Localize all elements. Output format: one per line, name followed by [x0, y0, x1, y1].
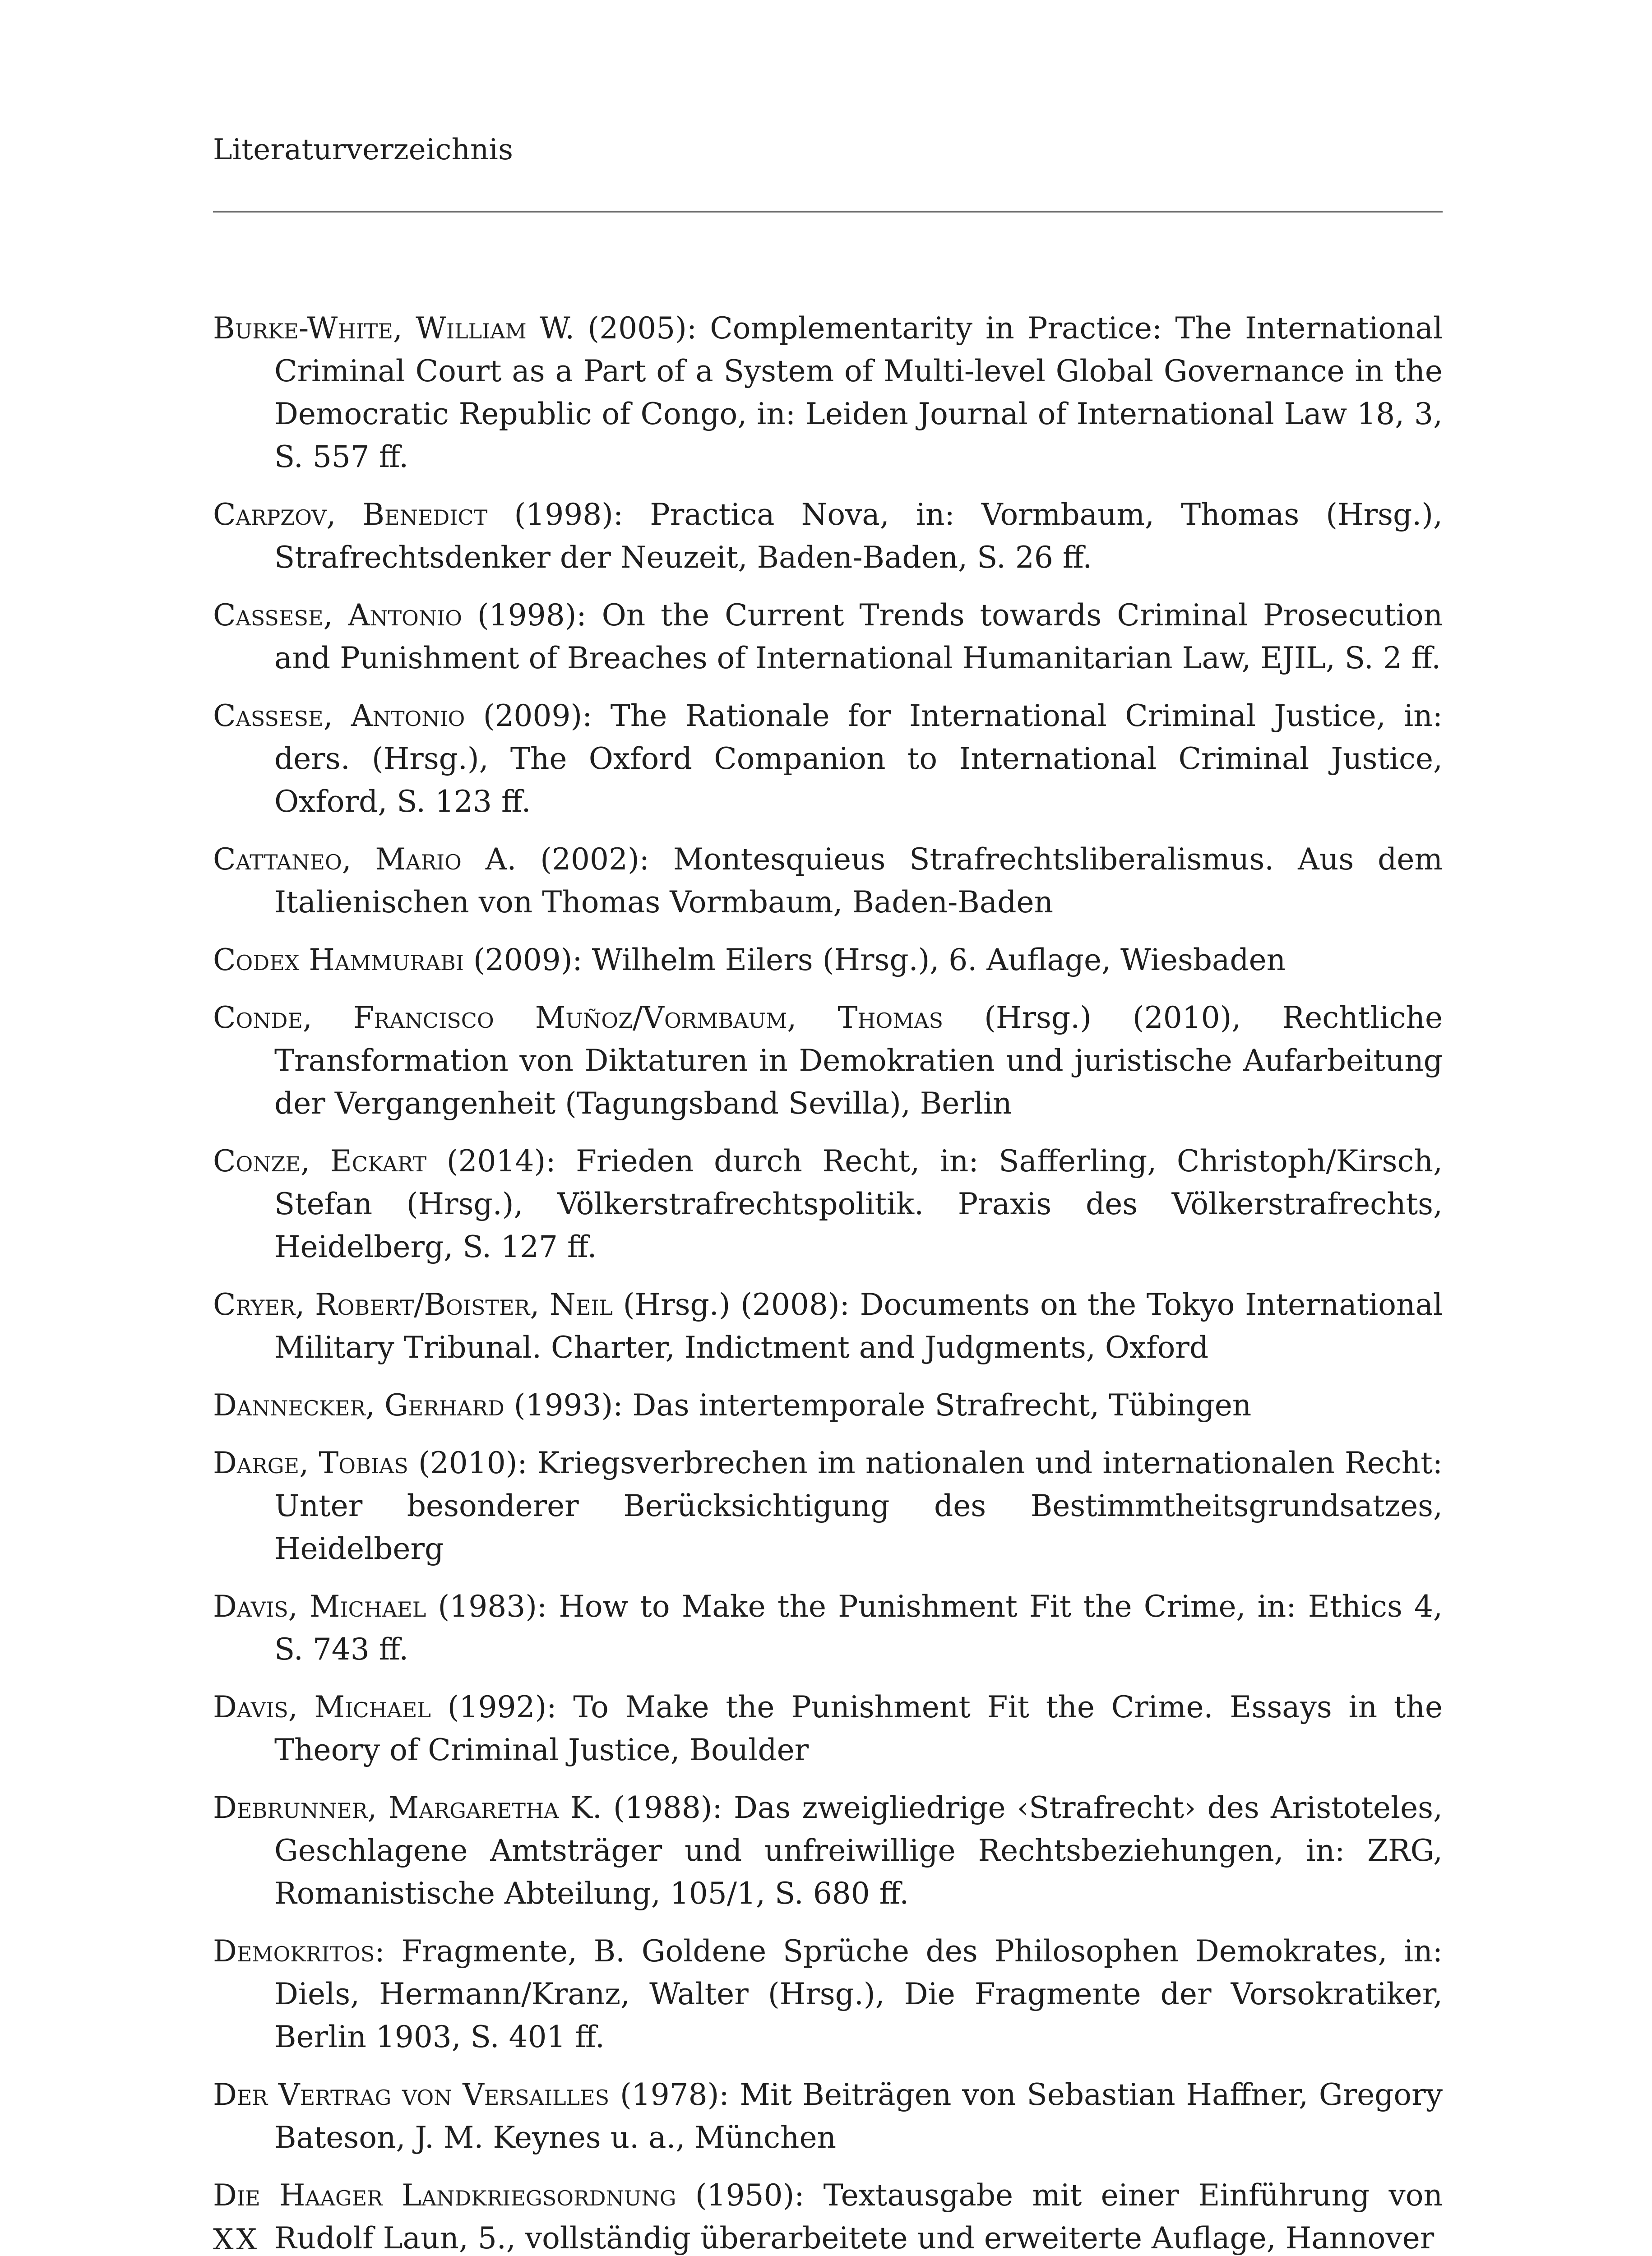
entry-author: Demokritos — [213, 1934, 375, 1969]
entry-text: (2010): Kriegsverbrechen im nationalen und internationalen Recht: Unter besonderer Berücksichtigung des Bestimmtheitsgrundsatzes, Heidelberg — [274, 1446, 1443, 1566]
entry-text: (1983): How to Make the Punishment Fit the Crime, in: Ethics 4, S. 743 ff. — [274, 1589, 1443, 1667]
entry-author: Debrunner, Margaretha K. — [213, 1790, 602, 1825]
page-number: XX — [213, 2223, 260, 2256]
entry-author: Conde, Francisco Muñoz/Vormbaum, Thomas — [213, 1000, 944, 1035]
bibliography-entry — [213, 1786, 1443, 1915]
entry-author: Davis, Michael — [213, 1690, 431, 1724]
entry-author: Dannecker, Gerhard — [213, 1388, 504, 1423]
bibliography-entry — [213, 594, 1443, 680]
bibliography-entry — [213, 2073, 1443, 2159]
bibliography-entry — [213, 694, 1443, 823]
entry-text: (2009): Wilhelm Eilers (Hrsg.), 6. Auflage, Wiesbaden — [463, 943, 1286, 977]
entry-text: (1988): Das zweigliedrige ‹Strafrecht› des Aristoteles, Geschlagene Amtsträger und unfreiwillige Rechtsbeziehungen, in: ZRG, Romanistische Abteilung, 105/1, S. 680 ff. — [274, 1790, 1443, 1911]
bibliography-entry — [213, 493, 1443, 579]
bibliography-entry — [213, 1283, 1443, 1369]
entry-text: (1950): Textausgabe mit einer Einführung von Rudolf Laun, 5., vollständig überarbeitete und erweiterte Auflage, Hannover — [274, 2178, 1443, 2256]
entry-text: (2009): The Rationale for International Criminal Justice, in: ders. (Hrsg.), The Oxford Companion to International Criminal Justice, Oxford, S. 123 ff. — [274, 698, 1443, 819]
entry-author: Burke-White, William W. — [213, 311, 575, 346]
entry-text: (1993): Das intertemporale Strafrecht, Tübingen — [504, 1388, 1252, 1423]
bibliography-entry — [213, 1686, 1443, 1771]
header-rule — [213, 211, 1443, 213]
entry-author: Carpzov, Benedict — [213, 497, 488, 532]
entry-text: (1998): On the Current Trends towards Criminal Prosecution and Punishment of Breaches of International Humanitarian Law, EJIL, S. 2 ff. — [274, 598, 1443, 675]
bibliography-entry — [213, 996, 1443, 1125]
bibliography-entry — [213, 1585, 1443, 1671]
bibliography-entry — [213, 307, 1443, 478]
entry-text: (2005): Complementarity in Practice: The International Criminal Court as a Part of a System of Multi-level Global Governance in the Democratic Republic of Congo, in: Leiden Journal of International Law 18, 3, S. 557 ff. — [274, 311, 1443, 474]
entry-author: Cryer, Robert/Boister, Neil — [213, 1287, 613, 1322]
entry-author: Codex Hammurabi — [213, 943, 464, 977]
running-head-title: Literaturverzeichnis — [213, 133, 514, 166]
entry-author: Davis, Michael — [213, 1589, 426, 1624]
entry-text: : Fragmente, B. Goldene Sprüche des Philosophen Demokrates, in: Diels, Hermann/Kranz, Walter (Hrsg.), Die Fragmente der Vorsokratiker, Berlin 1903, S. 401 ff. — [274, 1934, 1443, 2054]
entry-text: (1978): Mit Beiträgen von Sebastian Haffner, Gregory Bateson, J. M. Keynes u. a., München — [274, 2077, 1443, 2155]
entry-author: Cassese, Antonio — [213, 698, 465, 733]
entry-author: Conze, Eckart — [213, 1144, 427, 1179]
bibliography-entry — [213, 1930, 1443, 2058]
entry-text: (2014): Frieden durch Recht, in: Safferling, Christoph/Kirsch, Stefan (Hrsg.), Völkerstrafrechtspolitik. Praxis des Völkerstrafrechts, Heidelberg, S. 127 ff. — [274, 1144, 1443, 1264]
bibliography-entry — [213, 1442, 1443, 1570]
bibliography-list — [213, 307, 1443, 2256]
entry-author: Darge, Tobias — [213, 1446, 408, 1480]
bibliography-entry — [213, 838, 1443, 924]
entry-author: Cassese, Antonio — [213, 598, 462, 633]
entry-text: (1998): Practica Nova, in: Vormbaum, Thomas (Hrsg.), Strafrechtsdenker der Neuzeit, Baden-Baden, S. 26 ff. — [274, 497, 1443, 575]
entry-author: Die Haager Landkriegsordnung — [213, 2178, 676, 2213]
bibliography-entry — [213, 1384, 1443, 1427]
entry-text: (Hrsg.) (2010), Rechtliche Transformation von Diktaturen in Demokratien und juristische Aufarbeitung der Vergangenheit (Tagungsband Sevilla), Berlin — [274, 1000, 1443, 1121]
bibliography-entry — [213, 938, 1443, 981]
entry-text: (1992): To Make the Punishment Fit the Crime. Essays in the Theory of Criminal Justice, Boulder — [274, 1690, 1443, 1767]
entry-author: Der Vertrag von Versailles — [213, 2077, 610, 2112]
bibliography-entry — [213, 1140, 1443, 1268]
entry-author: Cattaneo, Mario A. — [213, 842, 517, 877]
bibliography-entry — [213, 2174, 1443, 2256]
entry-text: (Hrsg.) (2008): Documents on the Tokyo International Military Tribunal. Charter, Indictment and Judgments, Oxford — [274, 1287, 1443, 1365]
entry-text: (2002): Montesquieus Strafrechtsliberalismus. Aus dem Italienischen von Thomas Vormbaum, Baden-Baden — [274, 842, 1443, 920]
